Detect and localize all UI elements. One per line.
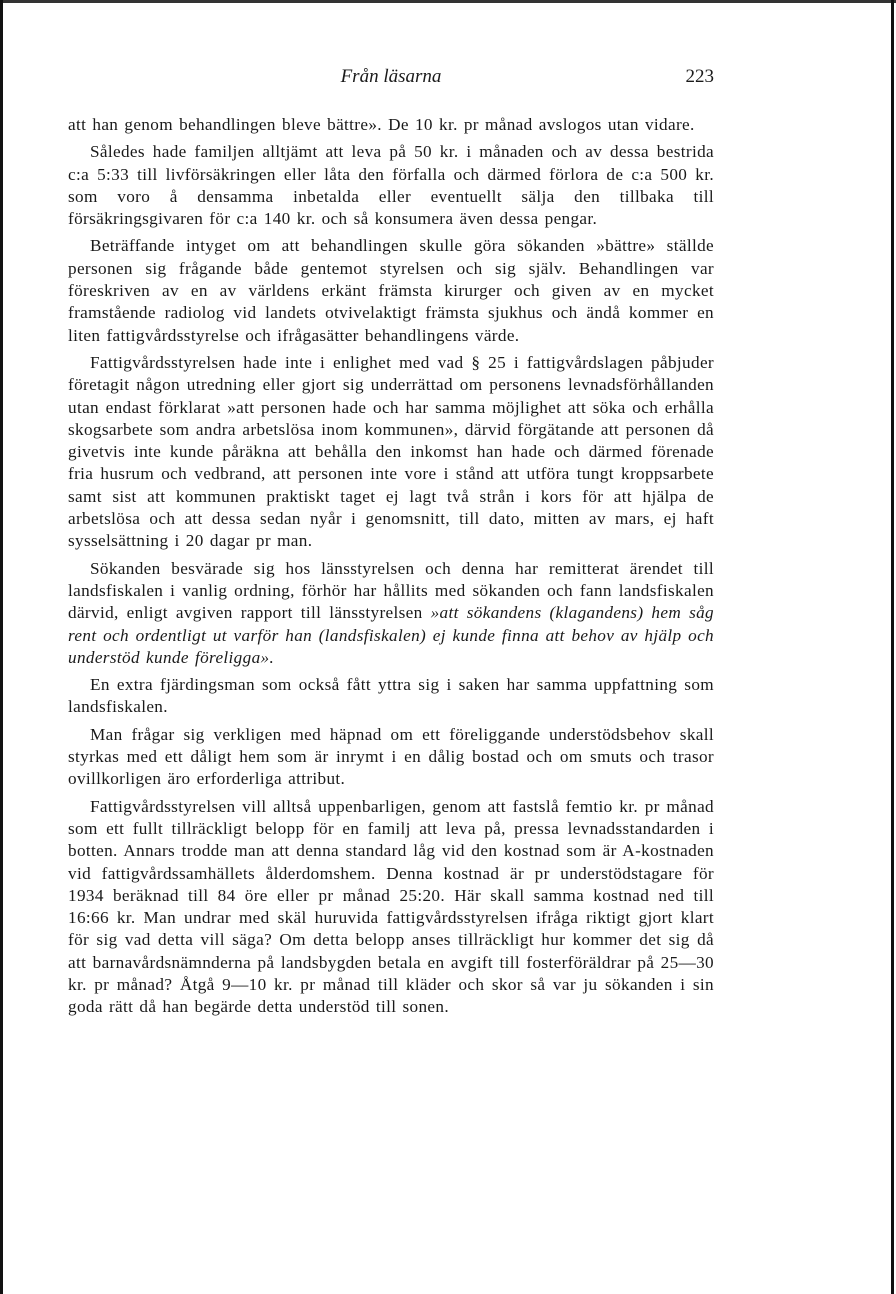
paragraph-5 <box>68 558 714 669</box>
page-number: 223 <box>685 66 714 87</box>
paragraph-6: En extra fjärdingsman som också fått yttra sig i saken har samma uppfattning som landsfiskalen. <box>68 675 714 717</box>
paragraph-7: Man frågar sig verkligen med häpnad om ett föreliggande understödsbehov skall styrkas med ett dåligt hem som är inrymt i en dålig bostad och om smuts och trasor ovillkorligen äro erforderliga attribut. <box>68 724 714 789</box>
paragraph-4: Fattigvårdsstyrelsen hade inte i enlighet med vad § 25 i fattigvårdslagen påbjuder företagit någon utredning eller gjort sig underrättad om personens levnadsförhållanden utan endast förklarat »att personen hade och har samma möjlighet att söka och erhålla skogsarbete som andra arbetslösa inom kommunen», därvid förgätande att personen då givetvis inte kunde påräkna att behålla den inkomst han hade och därmed förenade fria husrum och vedbrand, att personen inte vore i stånd att utföra tungt kroppsarbete samt sist att kommunen praktiskt taget ej lagt två strån i kors för att hjälpa de arbetslösa och att dessa sedan nyår i genomsnitt, till dato, mitten av mars, ej haft sysselsättning i 20 dagar pr man. <box>68 352 714 551</box>
scan-top-edge <box>0 0 896 3</box>
paragraph-2: Således hade familjen alltjämt att leva på 50 kr. i månaden och av dessa bestrida c:a 5:33 till livförsäkringen eller låta den förfalla och därmed förlora de c:a 500 kr. som voro å densamma inbetalda eller eventuellt sälja den tillbaka till försäkringsgivaren för c:a 140 kr. och så konsumera även dessa pengar. <box>68 142 714 229</box>
page-header <box>68 66 714 96</box>
paragraph-8: Fattigvårdsstyrelsen vill alltså uppenbarligen, genom att fastslå femtio kr. pr månad som ett fullt tillräckligt belopp för en familj att leva på, pressa levnadsstandarden i botten. Annars trodde man att denna standard låg vid den kostnad som är A-kostnaden vid fattigvårdssamhällets ålderdomshem. Denna kostnad är pr understödstagare för 1934 beräknad till 84 öre eller pr månad 25:20. Här skall samma kostnad ned till 16:66 kr. Man undrar med skäl huruvida fattigvårdsstyrelsen ifråga riktigt gjort klart för sig vad detta vill säga? Om detta belopp anses tillräckligt hur kommer det sig då att barnavårdsnämnderna på landsbygden betala en avgift till fosterföräldrar på 25—30 kr. pr månad? Åtgå 9—10 kr. pr månad till kläder och skor så var ju sökanden i sin goda rätt då han begärde detta understöd till sonen. <box>68 796 714 1017</box>
paragraph-3: Beträffande intyget om att behandlingen skulle göra sökanden »bättre» ställde personen sig frågande både gentemot styrelsen och sig själv. Behandlingen var föreskriven av en av världens erkänt främsta kirurger och given av en mycket framstående radiolog vid landets otvivelaktigt främsta sjukhus och ändå kommer en liten fattigvårdsstyrelse och ifrågasätter behandlingens värde. <box>68 236 714 345</box>
text-body <box>68 114 714 1024</box>
paragraph-5-quote: »att sökandens (klagandens) hem såg rent och ordentligt ut varför han (landsfiskalen) ej kunde finna att behov av hjälp och understöd kunde föreligga». <box>68 603 714 667</box>
scan-right-edge <box>891 0 894 1294</box>
scan-left-edge <box>0 0 3 1294</box>
paragraph-1: att han genom behandlingen bleve bättre». De 10 kr. pr månad avslogos utan vidare. <box>68 115 695 134</box>
paragraph-5-text: Sökanden besvärade sig hos länsstyrelsen och denna har remitterat ärendet till landsfiskalen i vanlig ordning, förhör har hållits med sökanden och fann landsfiskalen därvid, enligt avgiven rapport till länsstyrelsen <box>68 558 714 623</box>
running-title: Från läsarna <box>340 66 442 87</box>
